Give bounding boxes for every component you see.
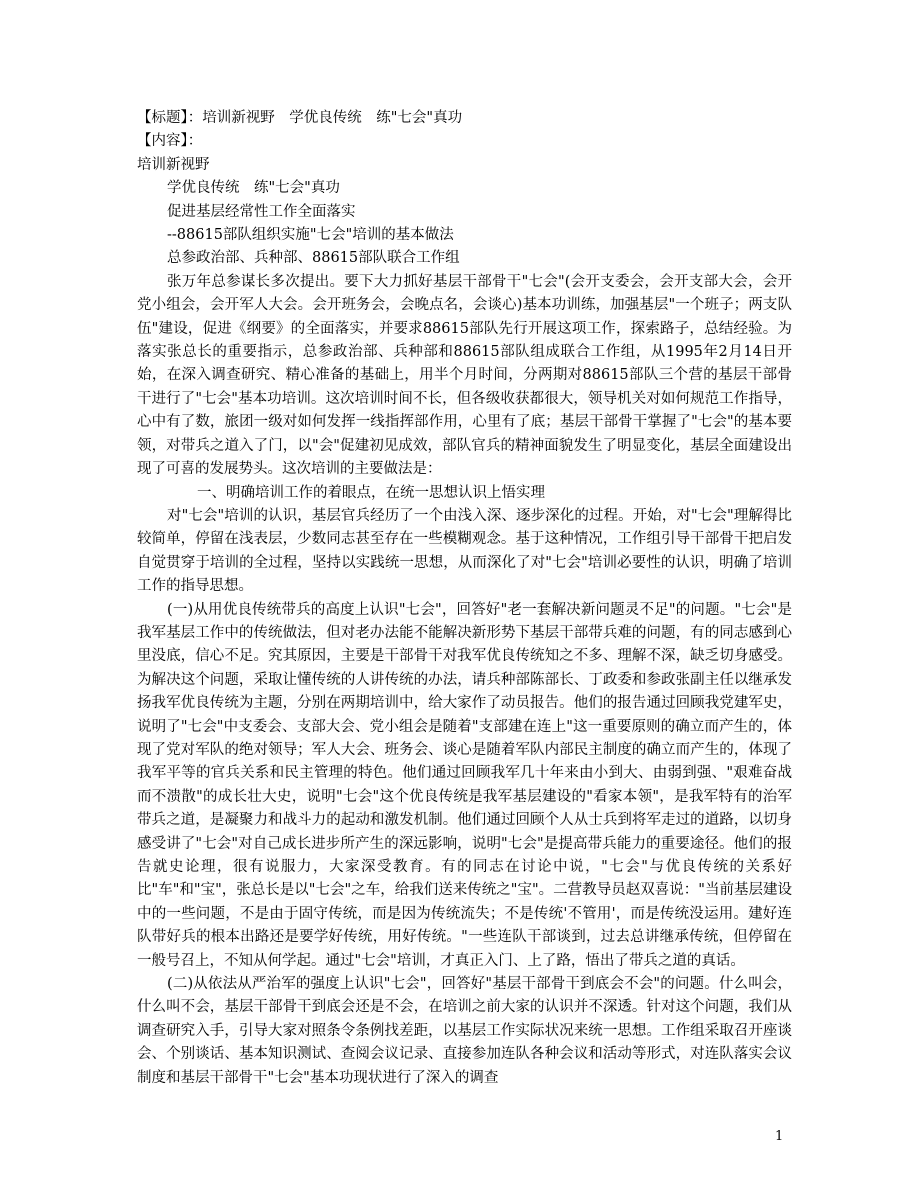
section1-heading: 一、明确培训工作的着眼点，在统一思想认识上悟实理 bbox=[197, 484, 545, 501]
document-body bbox=[137, 107, 792, 1090]
section1-paragraph-2: (一)从用优良传统带兵的高度上认识"七会"，回答好"老一套解决新问题灵不足"的问题。"七会"是我军基层工作中的传统做法，但对老办法能不能解决新形势下基层干部带兵难的问题，有的同志感到心里没底，信心不足。究其原因，主要是干部骨干对我军优良传统知之不多、理解不深，缺乏切身感受。为解决这个问题，采取让懂传统的人讲传统的办法，请兵种部陈部长、丁政委和参政张副主任以继承发扬我军优良传统为主题，分别在两期培训中，给大家作了动员报告。他们的报告通过回顾我党建军史，说明了"七会"中支委会、支部大会、党小组会是随着"支部建在连上"这一重要原则的确立而产生的，体现了党对军队的绝对领导；军人大会、班务会、谈心是随着军队内部民主制度的确立而产生的，体现了我军平等的官兵关系和民主管理的特色。他们通过回顾我军几十年来由小到大、由弱到强、"艰难奋战而不溃散"的成长壮大史，说明"七会"这个优良传统是我军基层建设的"看家本领"，是我军特有的治军带兵之道，是凝聚力和战斗力的起动和激发机制。他们通过回顾个人从士兵到将军走过的道路，以切身感受讲了"七会"对自己成长进步所产生的深远影响，说明"七会"是提高带兵能力的重要途径。他们的报告就史论理，很有说服力，大家深受教育。有的同志在讨论中说，"七会"与优良传统的关系好比"车"和"宝"，张总长是以"七会"之车，给我们送来传统之"宝"。二营教导员赵双喜说："当前基层建设中的一些问题，不是由于固守传统，而是因为传统流失；不是传统'不管用'，而是传统没运用。建好连队带好兵的根本出路还是要学好传统，用好传统。"一些连队干部谈到，过去总讲继承传统，但停留在一般号召上，不知从何学起。通过"七会"培训，才真正入门、上了路，悟出了带兵之道的真话。 bbox=[137, 601, 792, 969]
title-line: 【标题】：培训新视野 学优良传统 练"七会"真功 bbox=[137, 110, 463, 126]
subtitle-1: 学优良传统 练"七会"真功 bbox=[167, 180, 340, 197]
page-number: 1 bbox=[775, 1129, 784, 1144]
intro-paragraph: 张万年总参谋长多次提出。要下大力抓好基层干部骨干"七会"(会开支委会，会开支部大会，会开党小组会，会开军人大会。会开班务会，会晚点名，会谈心)基本功训练，加强基层"一个班子；两支队伍"建设，促进《纲要》的全面落实，并要求88615部队先行开展这项工作，探索路子，总结经验。为落实张总长的重要指示，总参政治部、兵种部和88615部队组成联合工作组，从1995年2月14日开始，在深入调查研究、精心准备的基础上，用半个月时间，分两期对88615部队三个营的基层干部骨干进行了"七会"基本功培训。这次培训时间不长，但各级收获都很大，领导机关对如何规范工作指导，心中有了数，旅团一级对如何发挥一线指挥部作用，心里有了底；基层干部骨干掌握了"七会"的基本要领，对带兵之道入了门，以"会"促建初见成效，部队官兵的精神面貌发生了明显变化，基层全面建设出现了可喜的发展势头。这次培训的主要做法是： bbox=[137, 273, 792, 478]
content-label: 【内容】： bbox=[137, 133, 203, 150]
subtitle-3: --88615部队组织实施"七会"培训的基本做法 bbox=[167, 227, 454, 244]
subtitle-2: 促进基层经常性工作全面落实 bbox=[167, 203, 356, 220]
section1-paragraph-1: 对"七会"培训的认识，基层官兵经历了一个由浅入深、逐步深化的过程。开始，对"七会"理解得比较简单，停留在浅表层，少数同志甚至存在一些模糊观念。基于这种情况，工作组引导干部骨干把启发自觉贯穿于培训的全过程，坚持以实践统一思想，从而深化了对"七会"培训必要性的认识，明确了培训工作的指导思想。 bbox=[137, 507, 792, 595]
subtitle-4: 总参政治部、兵种部、88615部队联合工作组 bbox=[167, 250, 460, 267]
article-title: 培训新视野 bbox=[137, 156, 210, 173]
section1-paragraph-3: (二)从依法从严治军的强度上认识"七会"，回答好"基层干部骨干到底会不会"的问题。什么叫会，什么叫不会，基层干部骨干到底会还是不会，在培训之前大家的认识并不深透。针对这个问题，我们从调查研究入手，引导大家对照条令条例找差距，以基层工作实际状况来统一思想。工作组采取召开座谈会、个别谈话、基本知识测试、查阅会议记录、直接参加连队各种会议和活动等形式，对连队落实会议制度和基层干部骨干"七会"基本功现状进行了深入的调查 bbox=[137, 976, 792, 1086]
